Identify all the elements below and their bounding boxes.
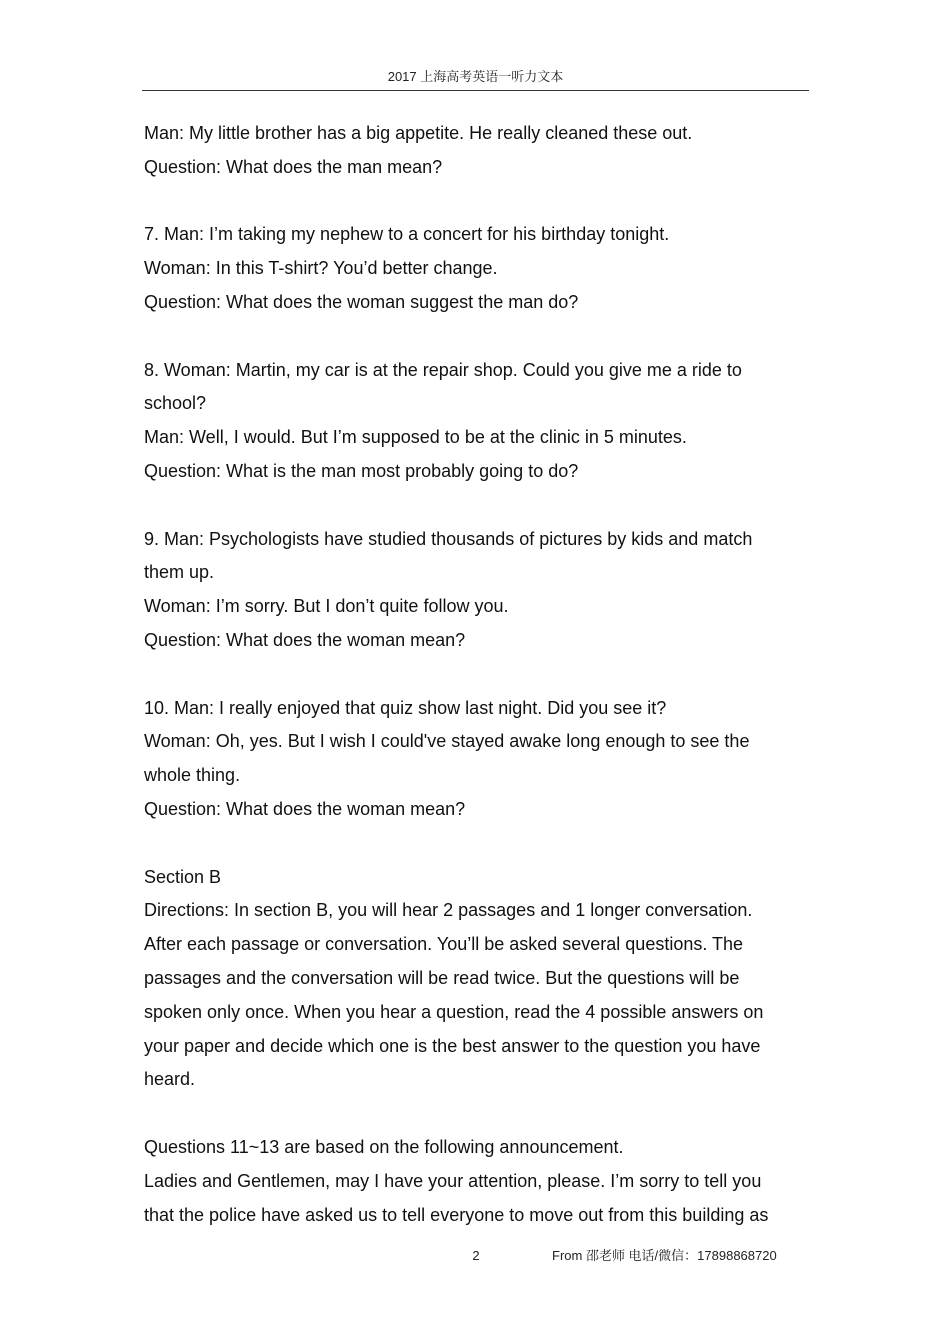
text-line: that the police have asked us to tell everyone to move out from this building as (144, 1204, 769, 1225)
text-line: Directions: In section B, you will hear 2 passages and 1 longer conversation. (144, 900, 753, 921)
text-line: heard. (144, 1069, 196, 1090)
document-body (144, 117, 812, 1232)
text-line: spoken only once. When you hear a question, read the 4 possible answers on (144, 1001, 764, 1022)
text-line: 10. Man: I really enjoyed that quiz show last night. Did you see it? (144, 697, 667, 718)
text-line: 8. Woman: Martin, my car is at the repair shop. Could you give me a ride to (144, 359, 742, 380)
text-line: school? (144, 393, 207, 414)
header-title: 2017 上海高考英语一听力文本 (387, 69, 564, 84)
text-line: Woman: I’m sorry. But I don’t quite follow you. (144, 596, 509, 617)
page-number: 2 (472, 1248, 480, 1263)
text-line: Ladies and Gentlemen, may I have your attention, please. I’m sorry to tell you (144, 1170, 762, 1191)
text-line: Woman: In this T-shirt? You’d better change. (144, 258, 498, 279)
text-line: After each passage or conversation. You’ll be asked several questions. The (144, 934, 744, 955)
paragraph-gap (144, 320, 812, 354)
text-line: Question: What does the man mean? (144, 156, 443, 177)
text-line: Question: What is the man most probably going to do? (144, 460, 579, 481)
text-line: them up. (144, 562, 215, 583)
text-line: Questions 11~13 are based on the following announcement. (144, 1136, 624, 1157)
text-line: 9. Man: Psychologists have studied thousands of pictures by kids and match (144, 528, 753, 549)
paragraph-gap (144, 1097, 812, 1131)
section-heading: Section B (144, 866, 222, 887)
text-line: Man: My little brother has a big appetite. He really cleaned these out. (144, 123, 693, 143)
text-line: Question: What does the woman suggest the man do? (144, 291, 579, 312)
paragraph-gap (144, 185, 812, 219)
text-line: Question: What does the woman mean? (144, 629, 466, 650)
page-header (142, 66, 809, 91)
text-line: your paper and decide which one is the best answer to the question you have (144, 1035, 761, 1056)
footer-contact: From 邵老师 电话/微信：17898868720 (552, 1248, 777, 1263)
text-line: Question: What does the woman mean? (144, 798, 466, 819)
page-footer (0, 1246, 950, 1266)
text-line: 7. Man: I’m taking my nephew to a concert for his birthday tonight. (144, 224, 670, 245)
text-line: passages and the conversation will be read twice. But the questions will be (144, 967, 740, 988)
text-line: Man: Well, I would. But I’m supposed to be at the clinic in 5 minutes. (144, 427, 687, 448)
text-line: Woman: Oh, yes. But I wish I could've stayed awake long enough to see the (144, 731, 750, 752)
text-line: whole thing. (144, 765, 241, 786)
paragraph-gap (144, 827, 812, 861)
paragraph-gap (144, 658, 812, 692)
paragraph-gap (144, 489, 812, 523)
